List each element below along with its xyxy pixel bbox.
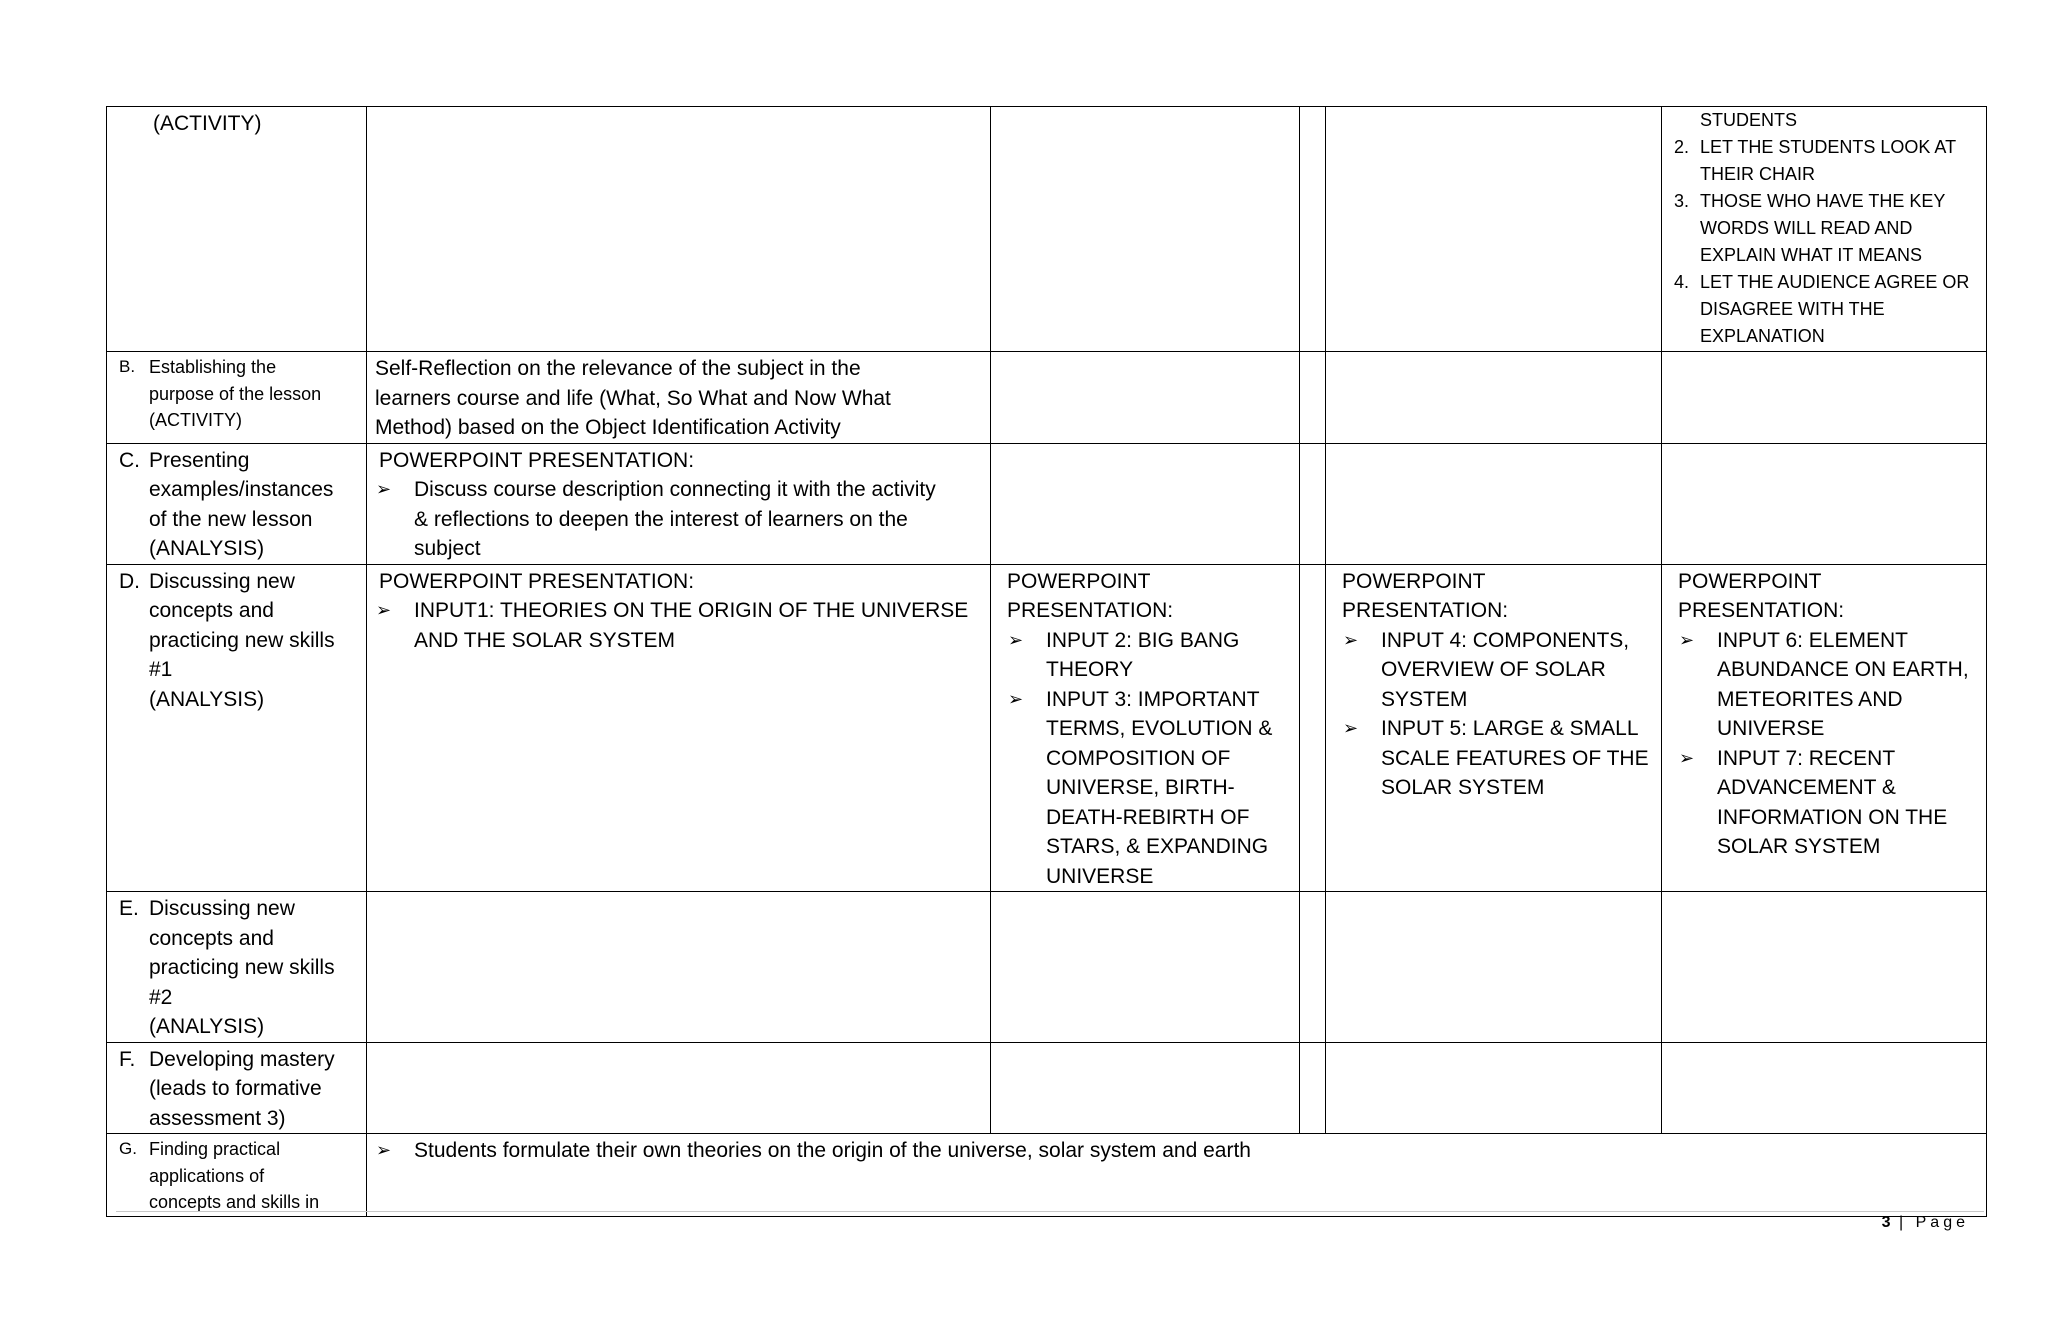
bullet-line: SYSTEM xyxy=(1381,687,1468,711)
list-text-line: LET THE STUDENTS LOOK AT xyxy=(1700,137,1957,157)
label-line: concepts and xyxy=(149,926,274,950)
row-c-cell-5 xyxy=(1662,443,1987,564)
list-number: 4. xyxy=(1674,272,1690,292)
label-line: (leads to formative xyxy=(149,1077,322,1100)
label-line: Developing mastery xyxy=(149,1047,335,1071)
bullet-item xyxy=(1342,626,1653,715)
bullet-line: INPUT 7: RECENT xyxy=(1717,746,1896,770)
row-f-cell-3 xyxy=(1300,1042,1326,1134)
list-text-line: THOSE WHO HAVE THE KEY xyxy=(1700,191,1946,211)
powerpoint-heading: POWERPOINT PRESENTATION: xyxy=(1678,569,1845,622)
label-line: #1 xyxy=(149,658,173,681)
row-c-label-cell xyxy=(107,443,367,564)
row-c-cell-4 xyxy=(1326,443,1662,564)
self-reflection-text xyxy=(375,354,982,443)
row-f-label-cell xyxy=(107,1042,367,1134)
row-g-cell-merged xyxy=(367,1134,1987,1217)
label-line: Establishing the xyxy=(149,357,277,377)
bullet-line: INPUT 3: IMPORTANT xyxy=(1046,687,1260,711)
bullet-line: INPUT 2: BIG BANG xyxy=(1046,628,1240,652)
arrow-bullet-icon: ➢ xyxy=(376,1140,392,1160)
bullet-line: INPUT 5: LARGE & SMALL xyxy=(1381,717,1639,740)
row-e-cell-3 xyxy=(1300,892,1326,1043)
bullet-line: SOLAR SYSTEM xyxy=(1381,776,1545,799)
table-row-b xyxy=(107,352,1987,444)
bullet-line: & reflections to deepen the interest of learners on the xyxy=(414,507,908,531)
text-line: Self-Reflection on the relevance of the subject in the xyxy=(375,357,861,380)
list-item-lead: STUDENTS xyxy=(1700,110,1798,130)
bullet-item xyxy=(375,596,982,655)
row-f-label xyxy=(111,1045,362,1134)
bullet-line: SOLAR SYSTEM xyxy=(1717,835,1881,858)
row-b-label-cell xyxy=(107,352,367,444)
bullet-line: ABUNDANCE ON EARTH, xyxy=(1717,658,1969,681)
bullet-item xyxy=(1678,744,1978,862)
table-row-g xyxy=(107,1134,1987,1217)
arrow-bullet-icon: ➢ xyxy=(1343,718,1359,738)
row-a-label: (ACTIVITY) xyxy=(153,112,262,135)
list-item-2 xyxy=(1670,134,1978,188)
row-e-label xyxy=(111,894,362,1042)
row-d-cell-1 xyxy=(367,564,991,892)
row-a-cell-4 xyxy=(1326,107,1662,352)
arrow-bullet-icon: ➢ xyxy=(376,600,392,620)
list-text-line: LET THE AUDIENCE AGREE OR xyxy=(1700,272,1970,292)
bullet-line: INPUT 4: COMPONENTS, xyxy=(1381,628,1630,652)
label-line: Finding practical xyxy=(149,1139,281,1159)
bullet-line: INFORMATION ON THE xyxy=(1717,805,1948,829)
page-separator: | xyxy=(1899,1214,1908,1231)
arrow-bullet-icon: ➢ xyxy=(1008,629,1024,650)
row-d-cell-3 xyxy=(1300,564,1326,892)
row-e-label-cell xyxy=(107,892,367,1043)
arrow-bullet-icon: ➢ xyxy=(1679,629,1695,650)
row-b-label xyxy=(111,354,362,434)
bullet-item xyxy=(1678,626,1978,744)
label-line: (ACTIVITY) xyxy=(149,410,242,430)
row-c-cell-3 xyxy=(1300,443,1326,564)
row-f-cell-5 xyxy=(1662,1042,1987,1134)
page-num: 3 xyxy=(1881,1214,1891,1231)
bullet-line: UNIVERSE, BIRTH- xyxy=(1046,776,1235,799)
row-b-cell-2 xyxy=(991,352,1300,444)
row-letter: D. xyxy=(119,569,140,593)
arrow-bullet-icon: ➢ xyxy=(376,479,392,499)
bullet-line: METEORITES AND xyxy=(1717,687,1903,711)
label-line: assessment 3) xyxy=(149,1106,286,1130)
row-f-cell-4 xyxy=(1326,1042,1662,1134)
bullet-line: THEORY xyxy=(1046,658,1134,681)
arrow-bullet-icon: ➢ xyxy=(1343,629,1359,650)
label-line: #2 xyxy=(149,985,173,1009)
row-e-cell-2 xyxy=(991,892,1300,1043)
bullet-line: STARS, & EXPANDING xyxy=(1046,835,1269,858)
label-line: Discussing new xyxy=(149,897,295,920)
table-row-c xyxy=(107,443,1987,564)
powerpoint-heading: POWERPOINT PRESENTATION: xyxy=(379,569,695,593)
row-letter: C. xyxy=(119,448,140,472)
label-line: concepts and xyxy=(149,599,274,622)
bullet-item xyxy=(375,475,982,564)
bullet-item xyxy=(375,1136,1978,1166)
row-g-label-cell xyxy=(107,1134,367,1217)
bullet-line: COMPOSITION OF xyxy=(1046,746,1231,770)
row-e-cell-4 xyxy=(1326,892,1662,1043)
label-line: examples/instances xyxy=(149,478,334,501)
label-line: Presenting xyxy=(149,448,250,472)
label-line: (ANALYSIS) xyxy=(149,687,265,711)
list-number: 3. xyxy=(1674,191,1690,211)
text-line: Method) based on the Object Identification Activity xyxy=(375,416,841,439)
row-e-cell-1 xyxy=(367,892,991,1043)
row-c-cell-2 xyxy=(991,443,1300,564)
row-d-label xyxy=(111,567,362,715)
row-a-cell-5 xyxy=(1662,107,1987,352)
row-e-cell-5 xyxy=(1662,892,1987,1043)
table-row-e xyxy=(107,892,1987,1043)
row-b-cell-1 xyxy=(367,352,991,444)
page-word: Page xyxy=(1915,1214,1969,1231)
powerpoint-heading: POWERPOINT PRESENTATION: xyxy=(1007,569,1174,622)
bullet-line: subject xyxy=(414,537,481,560)
text-line: learners course and life (What, So What and Now What xyxy=(375,386,891,410)
bullet-line: AND THE SOLAR SYSTEM xyxy=(414,628,676,652)
bullet-line: UNIVERSE xyxy=(1046,864,1154,888)
powerpoint-heading: POWERPOINT PRESENTATION: xyxy=(379,448,695,472)
row-a-cell-2 xyxy=(991,107,1300,352)
bullet-line: TERMS, EVOLUTION & xyxy=(1046,717,1273,740)
arrow-bullet-icon: ➢ xyxy=(1008,688,1024,709)
table-row-a xyxy=(107,107,1987,352)
page-number xyxy=(1882,1214,1969,1232)
row-d-cell-2 xyxy=(991,564,1300,892)
row-letter: E. xyxy=(119,897,139,920)
arrow-bullet-icon: ➢ xyxy=(1679,747,1695,768)
footer-divider xyxy=(116,1211,1984,1212)
row-a-label-cell xyxy=(107,107,367,352)
label-line: practicing new skills xyxy=(149,628,335,652)
label-line: applications of xyxy=(149,1165,265,1186)
row-d-cell-5 xyxy=(1662,564,1987,892)
row-f-cell-2 xyxy=(991,1042,1300,1134)
numbered-list xyxy=(1670,107,1978,350)
list-text-line: DISAGREE WITH THE xyxy=(1700,299,1885,319)
row-letter: G. xyxy=(119,1139,137,1158)
list-number: 2. xyxy=(1674,137,1690,157)
label-line: purpose of the lesson xyxy=(149,383,322,404)
bullet-item xyxy=(1007,685,1291,892)
row-d-cell-4 xyxy=(1326,564,1662,892)
table-row-f xyxy=(107,1042,1987,1134)
label-line: (ANALYSIS) xyxy=(149,537,265,560)
bullet-line: SCALE FEATURES OF THE xyxy=(1381,746,1649,770)
bullet-line: ADVANCEMENT & xyxy=(1717,776,1896,799)
row-a-cell-1 xyxy=(367,107,991,352)
row-g-label xyxy=(111,1136,362,1216)
row-c-label xyxy=(111,446,362,564)
row-a-cell-3 xyxy=(1300,107,1326,352)
bullet-line: OVERVIEW OF SOLAR xyxy=(1381,658,1606,681)
row-b-cell-3 xyxy=(1300,352,1326,444)
bullet-line: INPUT1: THEORIES ON THE ORIGIN OF THE UNIVERSE xyxy=(414,599,969,622)
label-line: (ANALYSIS) xyxy=(149,1015,265,1038)
bullet-item xyxy=(1342,714,1653,803)
row-d-label-cell xyxy=(107,564,367,892)
row-f-cell-1 xyxy=(367,1042,991,1134)
table-row-d xyxy=(107,564,1987,892)
row-c-cell-1 xyxy=(367,443,991,564)
label-line: concepts and skills in xyxy=(149,1192,320,1212)
bullet-item xyxy=(1007,626,1291,685)
label-line: of the new lesson xyxy=(149,507,313,531)
label-line: practicing new skills xyxy=(149,956,335,979)
list-text-line: EXPLAIN WHAT IT MEANS xyxy=(1700,245,1923,265)
powerpoint-heading: POWERPOINT PRESENTATION: xyxy=(1342,569,1509,622)
bullet-line: INPUT 6: ELEMENT xyxy=(1717,628,1908,652)
row-b-cell-5 xyxy=(1662,352,1987,444)
row-letter: F. xyxy=(119,1047,136,1071)
label-line: Discussing new xyxy=(149,569,295,593)
row-b-cell-4 xyxy=(1326,352,1662,444)
list-text-line: EXPLANATION xyxy=(1700,326,1825,346)
list-item-3 xyxy=(1670,188,1978,269)
bullet-line: DEATH-REBIRTH OF xyxy=(1046,805,1250,829)
lesson-plan-table xyxy=(106,106,1987,1217)
list-text-line: THEIR CHAIR xyxy=(1700,164,1816,184)
bullet-line: UNIVERSE xyxy=(1717,717,1825,740)
row-letter: B. xyxy=(119,357,136,376)
bullet-line: Discuss course description connecting it with the activity xyxy=(414,478,936,501)
bullet-line: Students formulate their own theories on the origin of the universe, solar system and earth xyxy=(414,1139,1251,1162)
list-text-line: WORDS WILL READ AND xyxy=(1700,218,1913,238)
list-item-4 xyxy=(1670,269,1978,350)
